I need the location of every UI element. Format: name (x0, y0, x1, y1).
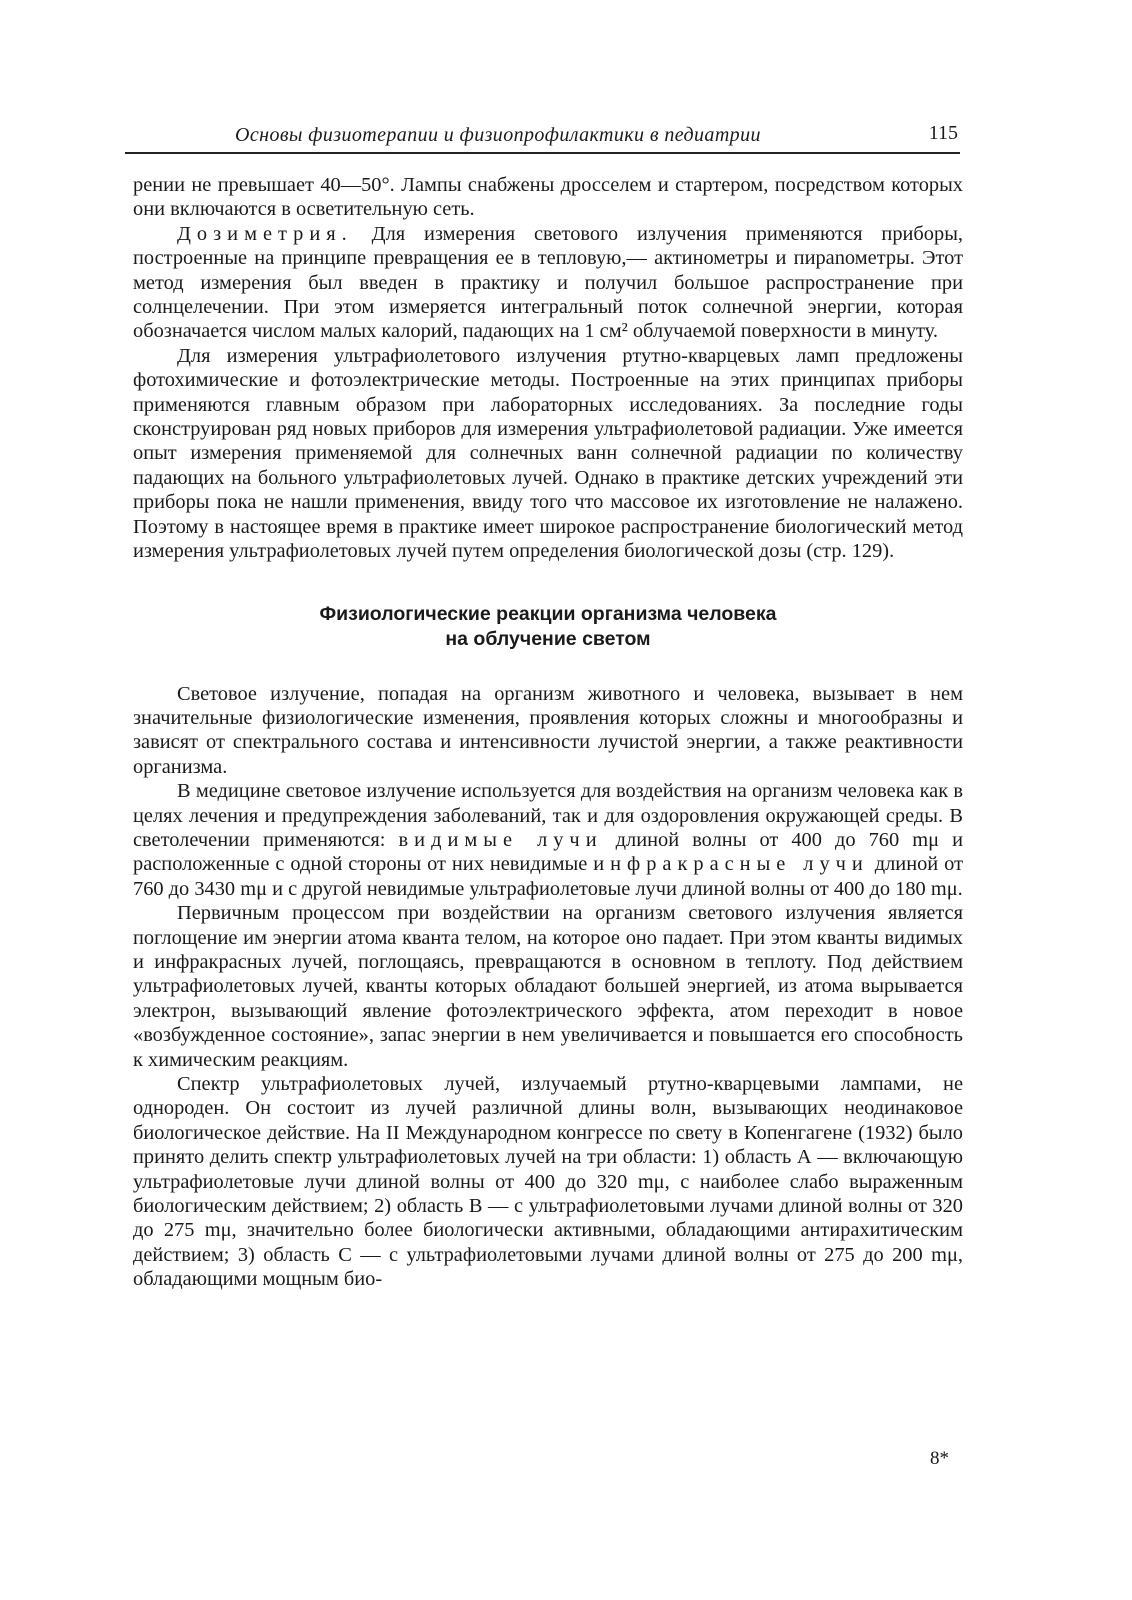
paragraph-1: рении не превышает 40—50°. Лампы снабжены дросселем и стартером, посредством которых они включаются в осветительную сеть. (133, 174, 963, 221)
paragraph-primary-process: Первичным процессом при воздействии на организм светового излучения является поглощение им энергии атома кванта телом, на которое оно падает. При этом кванты видимых и инфракрасных лучей, поглощаясь, превращаются в основном в теплоту. Под действием ультрафиолетовых лучей, кванты которых обладают большей энергией, из атома вырывается электрон, вызывающий явление фотоэлектрического эффекта, атом переходит в новое «возбужденное состояние», запас энергии в нем увеличивается и повышается его способность к химическим реакциям. (133, 902, 963, 1071)
page-header (125, 122, 960, 154)
section-heading (133, 602, 963, 652)
paragraph-dosimetry (133, 222, 963, 344)
paragraph-uv-spectrum: Спектр ультрафиолетовых лучей, излучаемый ртутно-кварцевыми лампами, не однороден. Он состоит из лучей различной длины волн, вызывающих неодинаковое биологическое действие. На II Международном конгрессе по свету в Копенгагене (1932) было принято делить спектр ультрафиолетовых лучей на три области: 1) область А — включающую ультрафиолетовые лучи длиной волны от 400 до 320 mμ, с наиболее слабо выраженным биологическим действием; 2) область В — с ультрафиолетовыми лучами длиной волны от 320 до 275 mμ, значительно более биологически активными, обладающими антирахитическим действием; 3) область С — с ультрафиолетовыми лучами длиной волны от 275 до 200 mμ, обладающими мощным био- (133, 1073, 963, 1291)
paragraph-light-effects: Световое излучение, попадая на организм животного и человека, вызывает в нем значительные физиологические изменения, проявления которых сложны и многообразны и зависят от спектрального состава и интенсивности лучистой энергии, а также реактивности организма. (133, 682, 963, 778)
body-text (133, 173, 963, 1292)
term-infrared-rays: инфракрасные лучи (593, 853, 869, 876)
term-visible-rays: видимые лучи (398, 828, 603, 851)
section-heading-line-2: на облучение светом (445, 627, 651, 650)
medicine-text-b: длиной волны от 400 до 760 mμ и расположенные с одной стороны от них невидимые (133, 828, 963, 876)
page-number: 115 (928, 122, 958, 144)
dosimetry-text: Для измерения светового излучения применяются приборы, построенные на принципе превращения ее в тепловую,— актинометры и пирanометры. Этот метод измерения был введен в практику и получил большое распространение при солнцелечении. При этом измеряется интегральный поток солнечной энергии, которая обозначается числом малых калорий, падающих на 1 см² облучаемой поверхности в минуту. (133, 222, 963, 343)
medicine-text-a: В медицине световое излучение используется для воздействия на организм человека как в целях лечения и предупреждения заболеваний, так и для оздоровления окружающей среды. В светолечении применяются: (133, 780, 963, 851)
paragraph-medicine (133, 779, 963, 901)
signature-mark: 8* (930, 1448, 949, 1469)
running-title: Основы физиотерапии и физиопрофилактики в педиатрии (235, 124, 761, 146)
section-heading-line-1: Физиологические реакции организма человека (319, 602, 777, 625)
paragraph-uv-measurement: Для измерения ультрафиолетового излучения ртутно-кварцевых ламп предложены фотохимические и фотоэлектрические методы. Построенные на этих принципах приборы применяются главным образом при лабораторных исследованиях. За последние годы сконструирован ряд новых приборов для измерения ультрафиолетовой радиации. Уже имеется опыт измерения применяемой для солнечных ванн солнечной радиации по количеству падающих на больного ультрафиолетовых лучей. Однако в практике детских учреждений эти приборы пока не нашли применения, ввиду того что массовое их изготовление не налажено. Поэтому в настоящее время в практике имеет широкое распространение биологический метод измерения ультрафиолетовых лучей путем определения биологической дозы (стр. 129). (133, 344, 963, 563)
term-dosimetry: Дозиметрия. (177, 222, 353, 245)
medicine-text-c: длиной от 760 до 3430 mμ и с другой невидимые ультрафиолетовые лучи длиной волны от 400 до 180 mμ. (133, 853, 963, 900)
